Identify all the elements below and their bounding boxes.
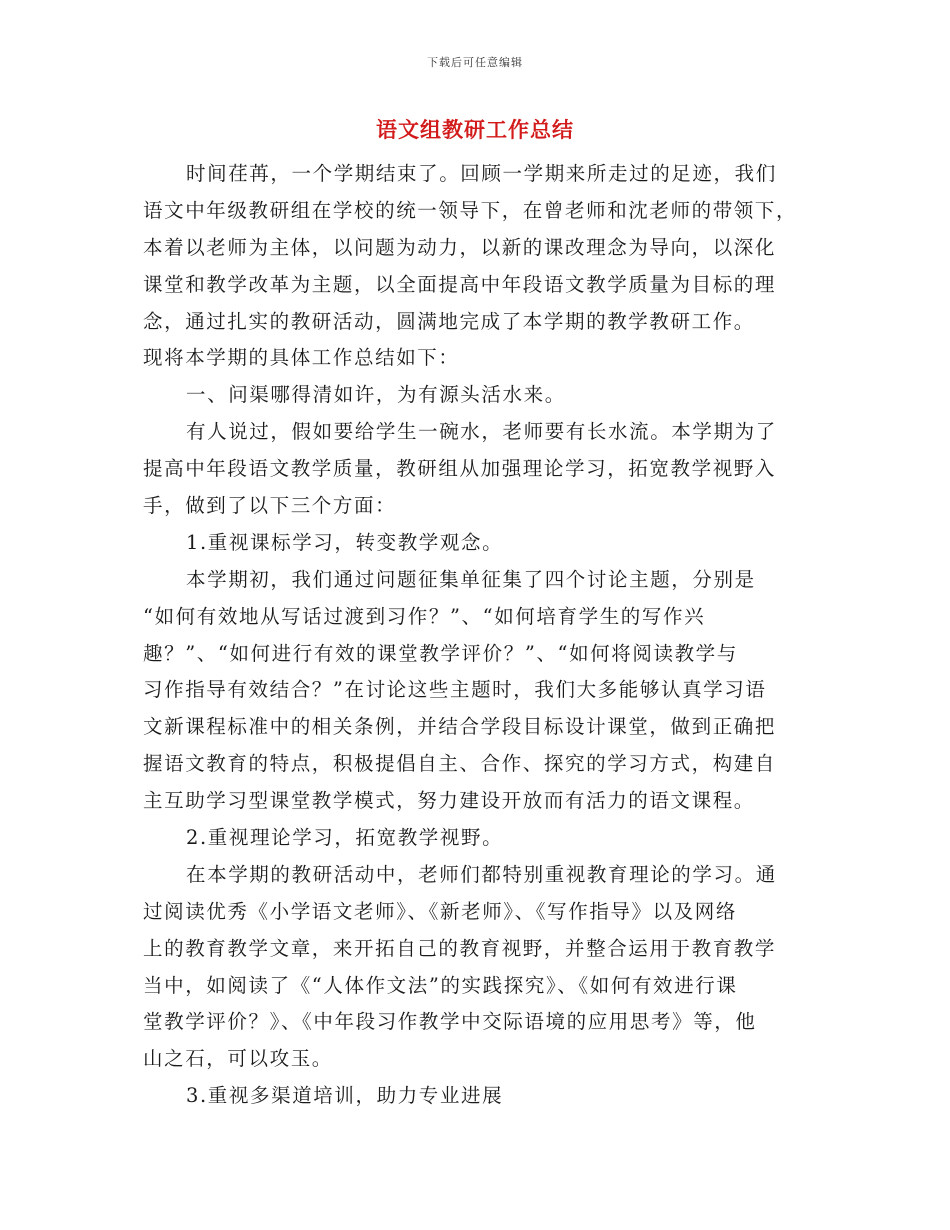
body-line: “如何有效地从写话过渡到习作？”、“如何培育学生的写作兴 [143,604,706,628]
body-line: 有人说过，假如要给学生一碗水，老师要有长水流。本学期为了 [186,420,777,444]
body-line: 握语文教育的特点，积极提倡自主、合作、探究的学习方式，构建自 [143,752,777,776]
body-line: 主互助学习型课堂教学模式，努力建设开放而有活力的语文课程。 [143,789,755,813]
body-line: 当中，如阅读了《“人体作文法”的实践探究》、《如何有效进行课 [143,973,738,997]
body-line: 2.重视理论学习，拓宽教学视野。 [186,826,504,850]
body-line: 文新课程标准中的相关条例，并结合学段目标设计课堂，做到正确把 [143,715,777,739]
document-title: 语文组教研工作总结 [376,117,574,142]
body-line: 一、问渠哪得清如许，为有源头活水来。 [186,383,566,407]
body-line: 本着以老师为主体，以问题为动力，以新的课改理念为导向，以深化 [143,235,777,259]
body-line: 习作指导有效结合？”在讨论这些主题时，我们大多能够认真学习语 [143,678,767,702]
body-line: 上的教育教学文章，来开拓自己的教育视野，并整合运用于教育教学 [143,936,777,960]
body-line: 在本学期的教研活动中，老师们都特别重视教育理论的学习。通 [186,862,777,886]
body-line: 时间荏苒，一个学期结束了。回顾一学期来所走过的足迹，我们 [186,162,777,185]
body-line: 现将本学期的具体工作总结如下： [143,346,460,370]
body-line: 本学期初，我们通过问题征集单征集了四个讨论主题，分别是 [186,567,756,591]
body-line: 3.重视多渠道培训，助力专业进展 [186,1084,504,1108]
body-line: 念，通过扎实的教研活动，圆满地完成了本学期的教学教研工作。 [143,309,755,333]
body-line: 课堂和教学改革为主题，以全面提高中年段语文教学质量为目标的理 [143,272,777,296]
body-line: 趣？”、“如何进行有效的课堂教学评价？”、“如何将阅读教学与 [143,641,738,665]
body-line: 提高中年段语文教学质量，教研组从加强理论学习，拓宽教学视野入 [143,457,777,481]
body-line: 过阅读优秀《小学语文老师》、《新老师》、《写作指导》以及网络 [143,899,738,923]
body-line: 1.重视课标学习，转变教学观念。 [186,530,504,554]
body-line: 山之石，可以攻玉。 [143,1047,333,1071]
document-body [143,156,807,1115]
header-note: 下载后可任意编辑 [427,56,523,69]
body-line: 手，做到了以下三个方面： [143,494,397,518]
body-line: 堂教学评价？》、《中年段习作教学中交际语境的应用思考》等，他 [143,1010,757,1034]
body-line: 语文中年级教研组在学校的统一领导下，在曾老师和沈老师的带领下， [143,198,798,222]
